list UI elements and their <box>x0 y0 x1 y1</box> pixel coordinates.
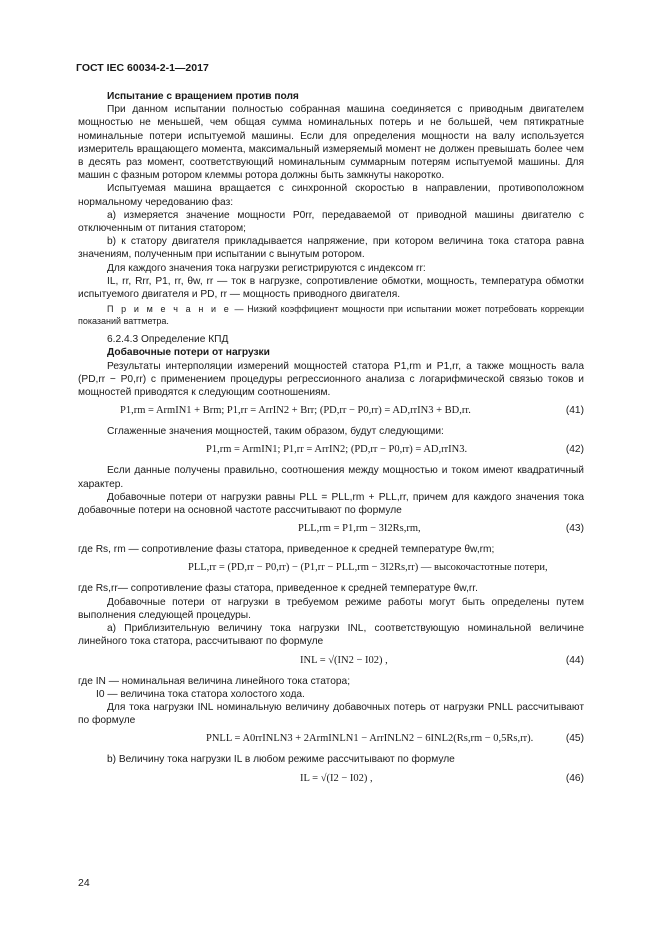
equation-45 <box>78 729 584 751</box>
note <box>78 303 584 327</box>
equation-number: (41) <box>565 405 584 417</box>
equation-body: PNLL = A0rrINLN3 + 2ArmINLN1 − ArrINLN2 − 6INL2(Rs,rm − 0,5Rs,rr). <box>206 733 534 745</box>
equation-number: (44) <box>565 654 584 666</box>
section-heading-rotation-test: Испытание с вращением против поля <box>107 91 299 102</box>
document-header: ГОСТ IEC 60034-2-1—2017 <box>76 62 209 74</box>
definition: где IN — номинальная величина линейного тока статора; <box>78 675 351 687</box>
definition: где Rs, rm — сопротивление фазы статора, приведенное к средней температуре θw,rm; <box>78 544 495 556</box>
equation-41 <box>78 401 584 423</box>
list-item-b: b) Величину тока нагрузки IL в любом режиме рассчитывают по формуле <box>107 754 455 766</box>
equation-number: (43) <box>565 523 584 535</box>
paragraph: При данном испытании полностью собранная машина соединяется с приводным двигателем мощностью не меньшей, чем общая сумма номинальных потерь и не большей, чем пятикратные номинальные потери испытуемой машины. Если для определения мощности на валу используется измеритель вращающего момента, максимальный измеряемый момент не должен превышать более чем в десять раз момент, соответствующий номинальным суммарным потерям испытуемой машины. Для машин с фазным ротором клеммы ротора должны быть замкнуты накоротко. <box>78 104 584 182</box>
list-item-a: а) измеряется значение мощности P0rr, передаваемой от приводной машины двигателю с отключенным от питания статором; <box>78 209 584 235</box>
page-number: 24 <box>78 877 90 889</box>
equation-pll-rr <box>78 558 584 580</box>
equation-number: (42) <box>565 444 584 456</box>
equation-number: (46) <box>565 772 584 784</box>
paragraph: Добавочные потери от нагрузки равны PLL = PLL,rm + PLL,rr, причем для каждого значения тока добавочные потери на основной частоте рассчитывают по формуле <box>78 491 584 517</box>
definition: I0 — величина тока статора холостого хода. <box>96 688 305 700</box>
equation-body: P1,rm = ArmIN1; P1,rr = ArrIN2; (PD,rr − P0,rr) = AD,rrIN3. <box>206 444 468 456</box>
equation-body: PLL,rr = (PD,rr − P0,rr) − (P1,rr − PLL,rm − 3I2Rs,rr) — высокочастотные потери, <box>188 562 548 574</box>
equation-46 <box>78 769 584 791</box>
section-heading-stray-losses: Добавочные потери от нагрузки <box>107 347 270 359</box>
equation-44 <box>78 651 584 673</box>
equation-body: P1,rm = ArmIN1 + Brm; P1,rr = ArrIN2 + Brr; (PD,rr − P0,rr) = AD,rrIN3 + BD,rr. <box>120 405 471 417</box>
document-body <box>78 90 584 793</box>
equation-body: PLL,rm = P1,rm − 3I2Rs,rm, <box>298 523 421 535</box>
paragraph: Добавочные потери от нагрузки в требуемом режиме работы могут быть определены путем выполнения следующей процедуры. <box>78 596 584 621</box>
paragraph: Сглаженные значения мощностей, таким образом, будут следующими: <box>107 426 444 438</box>
section-number: 6.2.4.3 Определение КПД <box>107 334 229 346</box>
paragraph: Если данные получены правильно, соотношения между мощностью и током имеют квадратичный характер. <box>78 465 584 490</box>
equation-body: IL = √(I2 − I02) , <box>300 772 373 784</box>
paragraph: IL, rr, Rrr, P1, rr, θw, rr — ток в нагрузке, сопротивление обмотки, мощность, температура обмотки испытуемого двигателя и PD, rr — мощность приводного двигателя. <box>78 275 584 301</box>
equation-43 <box>78 519 584 541</box>
paragraph: Результаты интерполяции измерений мощностей статора P1,rm и P1,rr, а также мощность вала (PD,rr − P0,rr) с применением процедуры регрессионного анализа с логарифмической связью токов и мощностей приводятся к следующим соотношениям. <box>78 360 584 399</box>
equation-42 <box>78 440 584 462</box>
paragraph: Для каждого значения тока нагрузки регистрируются с индексом rr: <box>107 262 426 274</box>
paragraph: Испытуемая машина вращается с синхронной скоростью в направлении, противоположном нормальному чередованию фаз: <box>78 183 584 208</box>
paragraph: Для тока нагрузки INL номинальную величину добавочных потерь от нагрузки PNLL рассчитывают по формуле <box>78 701 584 727</box>
note-label: П р и м е ч а н и е <box>107 304 231 315</box>
equation-body: INL = √(IN2 − I02) , <box>300 654 388 666</box>
list-item-b: b) к статору двигателя прикладывается напряжение, при котором величина тока статора равна значениям, полученным при испытании с вынутым ротором. <box>78 236 584 261</box>
definition: где Rs,rr— сопротивление фазы статора, приведенное к средней температуре θw,rr. <box>78 583 478 595</box>
note-text: — Низкий коэффициент мощности при испытании может потребовать коррекции показаний ваттметра. <box>78 304 584 327</box>
equation-number: (45) <box>565 733 584 745</box>
list-item-a: а) Приблизительную величину тока нагрузки INL, соответствующую номинальной величине линейного тока статора, рассчитывают по формуле <box>78 623 584 648</box>
